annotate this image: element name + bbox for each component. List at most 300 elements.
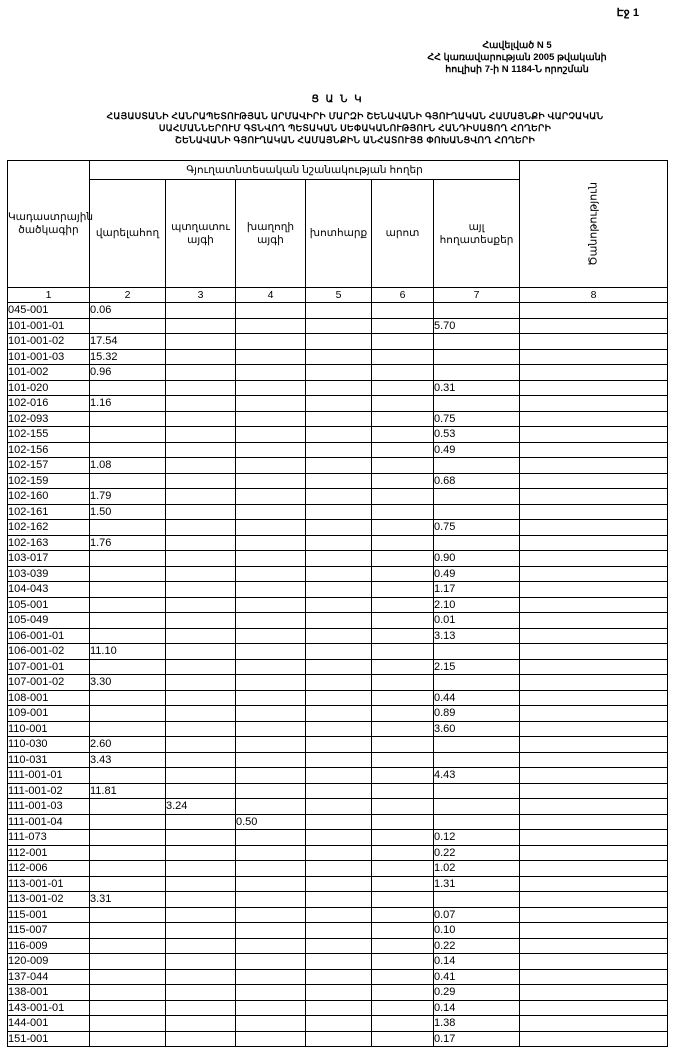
other-lands-cell: 2.10 <box>434 597 520 613</box>
pasture-cell <box>372 1016 434 1032</box>
notes-cell <box>520 1016 668 1032</box>
arable-cell: 0.06 <box>90 303 166 319</box>
hayfield-cell <box>306 675 372 691</box>
vineyard-cell <box>236 396 306 412</box>
notes-cell <box>520 830 668 846</box>
pasture-cell <box>372 597 434 613</box>
orchard-cell <box>166 876 236 892</box>
cadastral-code-cell: 112-001 <box>8 845 90 861</box>
cadastral-code-cell: 111-001-03 <box>8 799 90 815</box>
table-row <box>8 442 668 458</box>
other-lands-cell: 3.13 <box>434 628 520 644</box>
notes-cell <box>520 597 668 613</box>
notes-cell <box>520 613 668 629</box>
notes-cell <box>520 566 668 582</box>
notes-cell <box>520 675 668 691</box>
cadastral-code-cell: 105-001 <box>8 597 90 613</box>
hayfield-cell <box>306 830 372 846</box>
other-lands-cell: 0.29 <box>434 985 520 1001</box>
notes-cell <box>520 752 668 768</box>
arable-cell <box>90 768 166 784</box>
table-row <box>8 845 668 861</box>
table-row <box>8 303 668 319</box>
other-lands-cell <box>434 752 520 768</box>
table-row <box>8 659 668 675</box>
vineyard-cell <box>236 458 306 474</box>
table-row <box>8 489 668 505</box>
other-lands-cell <box>434 892 520 908</box>
arable-cell: 2.60 <box>90 737 166 753</box>
pasture-cell <box>372 892 434 908</box>
vineyard-cell <box>236 1000 306 1016</box>
arable-cell <box>90 690 166 706</box>
notes-cell <box>520 659 668 675</box>
pasture-cell <box>372 969 434 985</box>
vineyard-cell <box>236 442 306 458</box>
hayfield-cell <box>306 349 372 365</box>
other-lands-cell: 0.17 <box>434 1031 520 1047</box>
cadastral-code-cell: 151-001 <box>8 1031 90 1047</box>
notes-cell <box>520 876 668 892</box>
other-lands-cell: 0.12 <box>434 830 520 846</box>
table-row <box>8 427 668 443</box>
notes-cell <box>520 318 668 334</box>
pasture-cell <box>372 504 434 520</box>
hayfield-cell <box>306 334 372 350</box>
cadastral-code-cell: 109-001 <box>8 706 90 722</box>
notes-cell <box>520 489 668 505</box>
other-lands-cell <box>434 783 520 799</box>
cadastral-code-cell: 116-009 <box>8 938 90 954</box>
other-lands-cell <box>434 458 520 474</box>
header-orchard: պտղատու այգի <box>166 180 236 288</box>
pasture-cell <box>372 318 434 334</box>
hayfield-cell <box>306 597 372 613</box>
table-row <box>8 334 668 350</box>
vineyard-cell <box>236 349 306 365</box>
other-lands-cell <box>434 814 520 830</box>
vineyard-cell <box>236 783 306 799</box>
cadastral-code-cell: 115-001 <box>8 907 90 923</box>
table-row <box>8 675 668 691</box>
vineyard-cell <box>236 845 306 861</box>
pasture-cell <box>372 830 434 846</box>
arable-cell <box>90 1000 166 1016</box>
orchard-cell <box>166 644 236 660</box>
pasture-cell <box>372 380 434 396</box>
hayfield-cell <box>306 752 372 768</box>
arable-cell <box>90 954 166 970</box>
cadastral-code-cell: 143-001-01 <box>8 1000 90 1016</box>
arable-cell <box>90 318 166 334</box>
table-row <box>8 458 668 474</box>
cadastral-code-cell: 101-002 <box>8 365 90 381</box>
table-row <box>8 1031 668 1047</box>
vineyard-cell <box>236 489 306 505</box>
column-number: 7 <box>434 288 520 303</box>
orchard-cell <box>166 861 236 877</box>
vineyard-cell <box>236 644 306 660</box>
orchard-cell <box>166 613 236 629</box>
cadastral-code-cell: 107-001-01 <box>8 659 90 675</box>
notes-cell <box>520 799 668 815</box>
notes-cell <box>520 1000 668 1016</box>
arable-cell <box>90 861 166 877</box>
orchard-cell <box>166 504 236 520</box>
arable-cell <box>90 1016 166 1032</box>
hayfield-cell <box>306 551 372 567</box>
other-lands-cell: 0.01 <box>434 613 520 629</box>
cadastral-code-cell: 102-161 <box>8 504 90 520</box>
pasture-cell <box>372 814 434 830</box>
pasture-cell <box>372 349 434 365</box>
other-lands-cell: 0.41 <box>434 969 520 985</box>
notes-cell <box>520 706 668 722</box>
other-lands-cell <box>434 737 520 753</box>
arable-cell <box>90 876 166 892</box>
cadastral-code-cell: 102-016 <box>8 396 90 412</box>
cadastral-code-cell: 144-001 <box>8 1016 90 1032</box>
table-row <box>8 628 668 644</box>
table-row <box>8 923 668 939</box>
header-pasture: արոտ <box>372 180 434 288</box>
notes-cell <box>520 365 668 381</box>
column-number: 1 <box>8 288 90 303</box>
annex-line: Հավելված N 5 <box>482 40 552 51</box>
orchard-cell <box>166 954 236 970</box>
notes-cell <box>520 628 668 644</box>
arable-cell: 1.16 <box>90 396 166 412</box>
pasture-cell <box>372 690 434 706</box>
cadastral-code-cell: 045-001 <box>8 303 90 319</box>
annex-block <box>392 40 642 76</box>
hayfield-cell <box>306 628 372 644</box>
cadastral-code-cell: 101-001-03 <box>8 349 90 365</box>
arable-cell <box>90 566 166 582</box>
pasture-cell <box>372 628 434 644</box>
other-lands-cell <box>434 365 520 381</box>
vineyard-cell <box>236 938 306 954</box>
arable-cell: 1.50 <box>90 504 166 520</box>
other-lands-cell: 0.31 <box>434 380 520 396</box>
arable-cell <box>90 923 166 939</box>
other-lands-cell: 0.07 <box>434 907 520 923</box>
land-table <box>7 160 668 1047</box>
arable-cell <box>90 380 166 396</box>
document-title <box>100 110 610 146</box>
table-row <box>8 582 668 598</box>
pasture-cell <box>372 923 434 939</box>
notes-cell <box>520 520 668 536</box>
hayfield-cell <box>306 737 372 753</box>
orchard-cell <box>166 1000 236 1016</box>
column-number: 6 <box>372 288 434 303</box>
pasture-cell <box>372 458 434 474</box>
header-vineyard: խաղողի այգի <box>236 180 306 288</box>
orchard-cell <box>166 365 236 381</box>
table-body <box>8 303 668 1047</box>
arable-cell <box>90 830 166 846</box>
vineyard-cell <box>236 535 306 551</box>
arable-cell <box>90 706 166 722</box>
other-lands-cell: 5.70 <box>434 318 520 334</box>
notes-cell <box>520 907 668 923</box>
vineyard-cell <box>236 597 306 613</box>
orchard-cell <box>166 442 236 458</box>
notes-cell <box>520 427 668 443</box>
orchard-cell <box>166 380 236 396</box>
other-lands-cell <box>434 799 520 815</box>
hayfield-cell <box>306 923 372 939</box>
vineyard-cell <box>236 799 306 815</box>
table-row <box>8 318 668 334</box>
arable-cell <box>90 613 166 629</box>
hayfield-cell <box>306 969 372 985</box>
other-lands-cell <box>434 349 520 365</box>
cadastral-code-cell: 101-020 <box>8 380 90 396</box>
page-number: Էջ 1 <box>616 7 639 19</box>
vineyard-cell <box>236 706 306 722</box>
notes-cell <box>520 551 668 567</box>
vineyard-cell <box>236 582 306 598</box>
table-row <box>8 411 668 427</box>
orchard-cell <box>166 551 236 567</box>
table-row <box>8 349 668 365</box>
cadastral-code-cell: 111-001-01 <box>8 768 90 784</box>
hayfield-cell <box>306 706 372 722</box>
orchard-cell <box>166 675 236 691</box>
annex-line: ՀՀ կառավարության 2005 թվականի <box>427 52 607 63</box>
other-lands-cell: 1.02 <box>434 861 520 877</box>
orchard-cell <box>166 473 236 489</box>
cadastral-code-cell: 102-162 <box>8 520 90 536</box>
hayfield-cell <box>306 907 372 923</box>
vineyard-cell <box>236 520 306 536</box>
notes-cell <box>520 768 668 784</box>
other-lands-cell: 0.10 <box>434 923 520 939</box>
orchard-cell <box>166 923 236 939</box>
orchard-cell <box>166 535 236 551</box>
other-lands-cell: 0.53 <box>434 427 520 443</box>
table-row <box>8 644 668 660</box>
hayfield-cell <box>306 504 372 520</box>
other-lands-cell: 1.17 <box>434 582 520 598</box>
vineyard-cell <box>236 690 306 706</box>
notes-cell <box>520 380 668 396</box>
notes-cell <box>520 923 668 939</box>
cadastral-code-cell: 106-001-01 <box>8 628 90 644</box>
hayfield-cell <box>306 380 372 396</box>
other-lands-cell: 3.60 <box>434 721 520 737</box>
hayfield-cell <box>306 566 372 582</box>
orchard-cell <box>166 783 236 799</box>
arable-cell: 0.96 <box>90 365 166 381</box>
table-row <box>8 690 668 706</box>
pasture-cell <box>372 489 434 505</box>
pasture-cell <box>372 1000 434 1016</box>
header-agricultural-group: Գյուղատնտեսական նշանակության հողեր <box>90 161 520 180</box>
table-row <box>8 566 668 582</box>
table-row <box>8 706 668 722</box>
table-row <box>8 768 668 784</box>
other-lands-cell <box>434 396 520 412</box>
table-row <box>8 892 668 908</box>
notes-cell <box>520 473 668 489</box>
other-lands-cell <box>434 644 520 660</box>
table-row <box>8 597 668 613</box>
arable-cell: 17.54 <box>90 334 166 350</box>
other-lands-cell: 1.31 <box>434 876 520 892</box>
orchard-cell <box>166 334 236 350</box>
pasture-cell <box>372 783 434 799</box>
arable-cell: 1.79 <box>90 489 166 505</box>
arable-cell <box>90 628 166 644</box>
cadastral-code-cell: 108-001 <box>8 690 90 706</box>
arable-cell <box>90 427 166 443</box>
notes-cell <box>520 814 668 830</box>
notes-cell <box>520 783 668 799</box>
pasture-cell <box>372 1031 434 1047</box>
hayfield-cell <box>306 892 372 908</box>
orchard-cell <box>166 520 236 536</box>
title-line: ՀԱՅԱՍՏԱՆԻ ՀԱՆՐԱՊԵՏՈՒԹՅԱՆ ԱՐՄԱՎԻՐԻ ՄԱՐԶԻ ՇԵՆԱՎԱՆԻ ԳՅՈՒՂԱԿԱՆ ՀԱՄԱՅՆՔԻ ՎԱՐՉԱԿԱՆ <box>106 111 604 121</box>
pasture-cell <box>372 737 434 753</box>
orchard-cell <box>166 721 236 737</box>
hayfield-cell <box>306 799 372 815</box>
hayfield-cell <box>306 613 372 629</box>
hayfield-cell <box>306 644 372 660</box>
vineyard-cell <box>236 737 306 753</box>
orchard-cell <box>166 985 236 1001</box>
table-row <box>8 1016 668 1032</box>
pasture-cell <box>372 613 434 629</box>
orchard-cell <box>166 752 236 768</box>
table-row <box>8 504 668 520</box>
vineyard-cell <box>236 721 306 737</box>
notes-cell <box>520 396 668 412</box>
orchard-cell <box>166 814 236 830</box>
table-row <box>8 907 668 923</box>
table-row <box>8 380 668 396</box>
orchard-cell <box>166 969 236 985</box>
table-row <box>8 830 668 846</box>
arable-cell <box>90 520 166 536</box>
column-number: 8 <box>520 288 668 303</box>
cadastral-code-cell: 113-001-02 <box>8 892 90 908</box>
notes-cell <box>520 458 668 474</box>
notes-cell <box>520 411 668 427</box>
cadastral-code-cell: 106-001-02 <box>8 644 90 660</box>
orchard-cell <box>166 1016 236 1032</box>
arable-cell <box>90 969 166 985</box>
header-cadastral-code: Կադաստրային ծածկագիր <box>8 161 90 288</box>
table-row <box>8 396 668 412</box>
notes-cell <box>520 644 668 660</box>
table-row <box>8 985 668 1001</box>
vineyard-cell: 0.50 <box>236 814 306 830</box>
hayfield-cell <box>306 411 372 427</box>
vineyard-cell <box>236 566 306 582</box>
title-line: ՍԱՀՄԱՆՆԵՐՈՒՄ ԳՏՆՎՈՂ ՊԵՏԱԿԱՆ ՍԵՓԱԿԱՆՈՒԹՅՈՒՆ ՀԱՆԴԻՍԱՑՈՂ ՀՈՂԵՐԻ <box>158 123 552 133</box>
pasture-cell <box>372 752 434 768</box>
other-lands-cell: 0.14 <box>434 954 520 970</box>
cadastral-code-cell: 115-007 <box>8 923 90 939</box>
vineyard-cell <box>236 365 306 381</box>
vineyard-cell <box>236 473 306 489</box>
vineyard-cell <box>236 675 306 691</box>
cadastral-code-cell: 120-009 <box>8 954 90 970</box>
pasture-cell <box>372 706 434 722</box>
pasture-cell <box>372 907 434 923</box>
vineyard-cell <box>236 334 306 350</box>
notes-cell <box>520 892 668 908</box>
other-lands-cell <box>434 489 520 505</box>
vineyard-cell <box>236 659 306 675</box>
hayfield-cell <box>306 520 372 536</box>
table-row <box>8 535 668 551</box>
pasture-cell <box>372 799 434 815</box>
hayfield-cell <box>306 535 372 551</box>
title-line: ՇԵՆԱՎԱՆԻ ԳՅՈՒՂԱԿԱՆ ՀԱՄԱՅՆՔԻՆ ԱՆՀԱՏՈՒՅՑ ՓՈԽԱՆՑՎՈՂ ՀՈՂԵՐԻ <box>175 135 535 145</box>
column-number: 4 <box>236 288 306 303</box>
other-lands-cell: 1.38 <box>434 1016 520 1032</box>
arable-cell: 11.10 <box>90 644 166 660</box>
arable-cell <box>90 1031 166 1047</box>
pasture-cell <box>372 938 434 954</box>
other-lands-cell <box>434 334 520 350</box>
annex-line: հուլիսի 7-ի N 1184-Ն որոշման <box>445 64 589 75</box>
pasture-cell <box>372 768 434 784</box>
orchard-cell <box>166 845 236 861</box>
orchard-cell <box>166 349 236 365</box>
table-row <box>8 752 668 768</box>
pasture-cell <box>372 535 434 551</box>
table-row <box>8 799 668 815</box>
other-lands-cell: 0.90 <box>434 551 520 567</box>
orchard-cell <box>166 830 236 846</box>
vineyard-cell <box>236 318 306 334</box>
cadastral-code-cell: 105-049 <box>8 613 90 629</box>
vineyard-cell <box>236 954 306 970</box>
arable-cell <box>90 938 166 954</box>
arable-cell <box>90 551 166 567</box>
arable-cell <box>90 721 166 737</box>
vineyard-cell <box>236 380 306 396</box>
hayfield-cell <box>306 1016 372 1032</box>
table-row <box>8 783 668 799</box>
vineyard-cell <box>236 876 306 892</box>
other-lands-cell <box>434 535 520 551</box>
notes-cell <box>520 1031 668 1047</box>
vineyard-cell <box>236 923 306 939</box>
vineyard-cell <box>236 752 306 768</box>
hayfield-cell <box>306 303 372 319</box>
header-hayfield: խոտհարք <box>306 180 372 288</box>
pasture-cell <box>372 473 434 489</box>
other-lands-cell: 0.68 <box>434 473 520 489</box>
arable-cell <box>90 907 166 923</box>
cadastral-code-cell: 113-001-01 <box>8 876 90 892</box>
cadastral-code-cell: 112-006 <box>8 861 90 877</box>
table-row <box>8 938 668 954</box>
other-lands-cell: 0.49 <box>434 566 520 582</box>
orchard-cell <box>166 396 236 412</box>
orchard-cell <box>166 659 236 675</box>
other-lands-cell: 0.89 <box>434 706 520 722</box>
orchard-cell <box>166 938 236 954</box>
notes-cell <box>520 349 668 365</box>
vineyard-cell <box>236 628 306 644</box>
